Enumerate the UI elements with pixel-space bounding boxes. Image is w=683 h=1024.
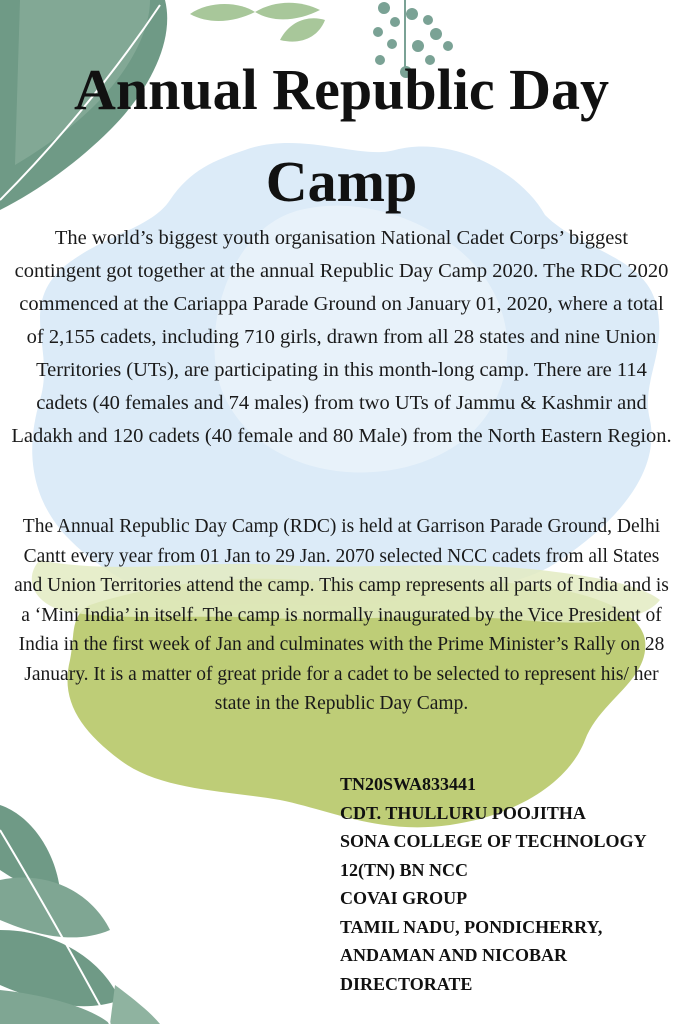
page-title: Annual Republic Day Camp [73, 57, 610, 214]
paragraph-rdc-overview: The Annual Republic Day Camp (RDC) is held at Garrison Parade Ground, Delhi Cantt every year from 01 Jan to 29 Jan. 2070 selected NCC cadets from all States and Union Territories attend the camp. This camp represents all parts of India and is a ‘Mini India’ in itself. The camp is normally inaugurated by the Vice President of India in the first week of Jan and culminates with the Prime Minister’s Rally on 28 January. It is a matter of great pride for a cadet to be selected to represent his/ her state in the Republic Day Camp. [14, 516, 669, 714]
paragraph-rdc-2020: The world’s biggest youth organisation National Cadet Corps’ biggest contingent got together at the annual Republic Day Camp 2020. The RDC 2020 commenced at the Cariappa Parade Ground on January 01, 2020, where a total of 2,155 cadets, including 710 girls, drawn from all 28 states and nine Union Territories (UTs), are participating in this month-long camp. There are 114 cadets (40 females and 74 males) from two UTs of Jammu & Kashmir and Ladakh and 120 cadets (40 female and 80 Male) from the North Eastern Region. [11, 227, 672, 447]
signature-line: ANDAMAN AND NICOBAR [340, 945, 567, 965]
signature-line: TAMIL NADU, PONDICHERRY, [340, 916, 603, 937]
signature-line: COVAI GROUP [340, 888, 468, 908]
signature-line: CDT. THULLURU POOJITHA [340, 802, 586, 823]
signature-line: TN20SWA833441 [340, 774, 477, 794]
signature-line: DIRECTORATE [340, 973, 473, 994]
signature-line: SONA COLLEGE OF TECHNOLOGY [340, 831, 647, 851]
signature-block [340, 770, 647, 998]
signature-line: 12(TN) BN NCC [340, 859, 468, 880]
